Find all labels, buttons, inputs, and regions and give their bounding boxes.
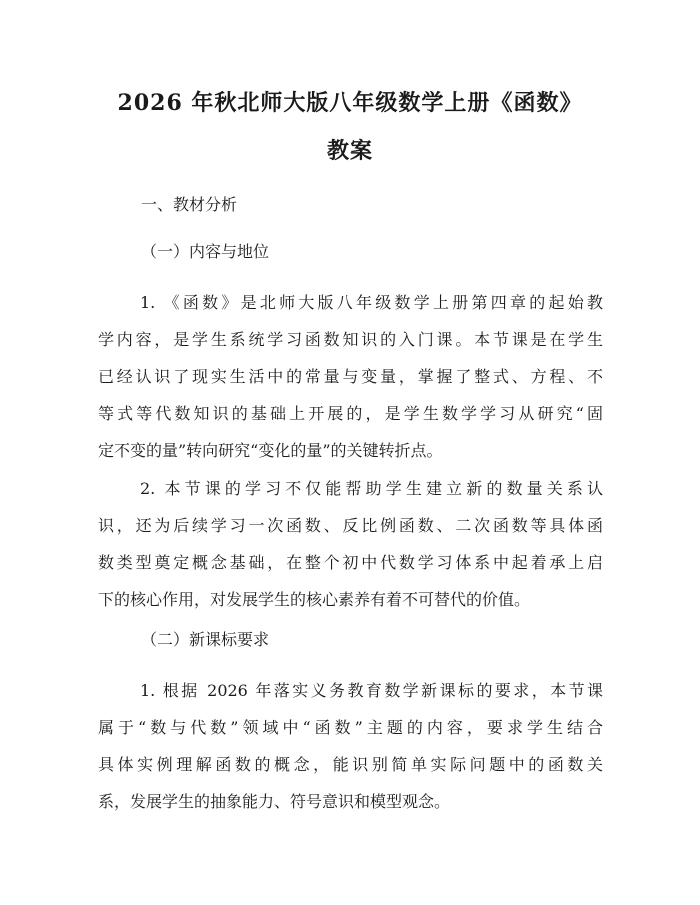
paragraph-line: 具体实例理解函数的概念，能识别简单实际问题中的函数关	[98, 755, 603, 774]
paragraph-line: 数类型奠定概念基础，在整个初中代数学习体系中起着承上启	[98, 553, 603, 572]
document-title-line-1: 2026 年秋北师大版八年级数学上册《函数》	[117, 90, 583, 116]
paragraph-line: 1. 根据 2026 年落实义务教育数学新课标的要求，本节课	[140, 681, 603, 700]
paragraph-line: 等式等代数知识的基础上开展的，是学生数学学习从研究“固	[98, 404, 603, 423]
paragraph-line: 1. 《函数》是北师大版八年级数学上册第四章的起始教	[140, 293, 603, 312]
paragraph-line: 已经认识了现实生活中的常量与变量，掌握了整式、方程、不	[98, 367, 603, 386]
section-heading-textbook-analysis: 一、教材分析	[141, 195, 238, 214]
paragraph-2	[98, 470, 603, 618]
paragraph-line: 下的核心作用，对发展学生的核心素养有着不可替代的价值。	[98, 590, 531, 609]
subsection-heading-content-position: （一）内容与地位	[141, 242, 270, 261]
paragraph-line: 属于“数与代数”领域中“函数”主题的内容，要求学生结合	[98, 718, 603, 737]
paragraph-line: 2. 本节课的学习不仅能帮助学生建立新的数量关系认	[140, 479, 603, 498]
paragraph-line: 系，发展学生的抽象能力、符号意识和模型观念。	[98, 792, 451, 811]
document-title-line-2: 教案	[326, 138, 373, 164]
paragraph-line: 学内容，是学生系统学习函数知识的入门课。本节课是在学生	[98, 330, 603, 349]
paragraph-3	[98, 672, 603, 820]
paragraph-line: 定不变的量”转向研究“变化的量”的关键转折点。	[98, 441, 443, 460]
paragraph-line: 识，还为后续学习一次函数、反比例函数、二次函数等具体函	[98, 516, 603, 535]
paragraph-1	[98, 284, 603, 469]
subsection-heading-curriculum-requirements: （二）新课标要求	[141, 630, 270, 649]
